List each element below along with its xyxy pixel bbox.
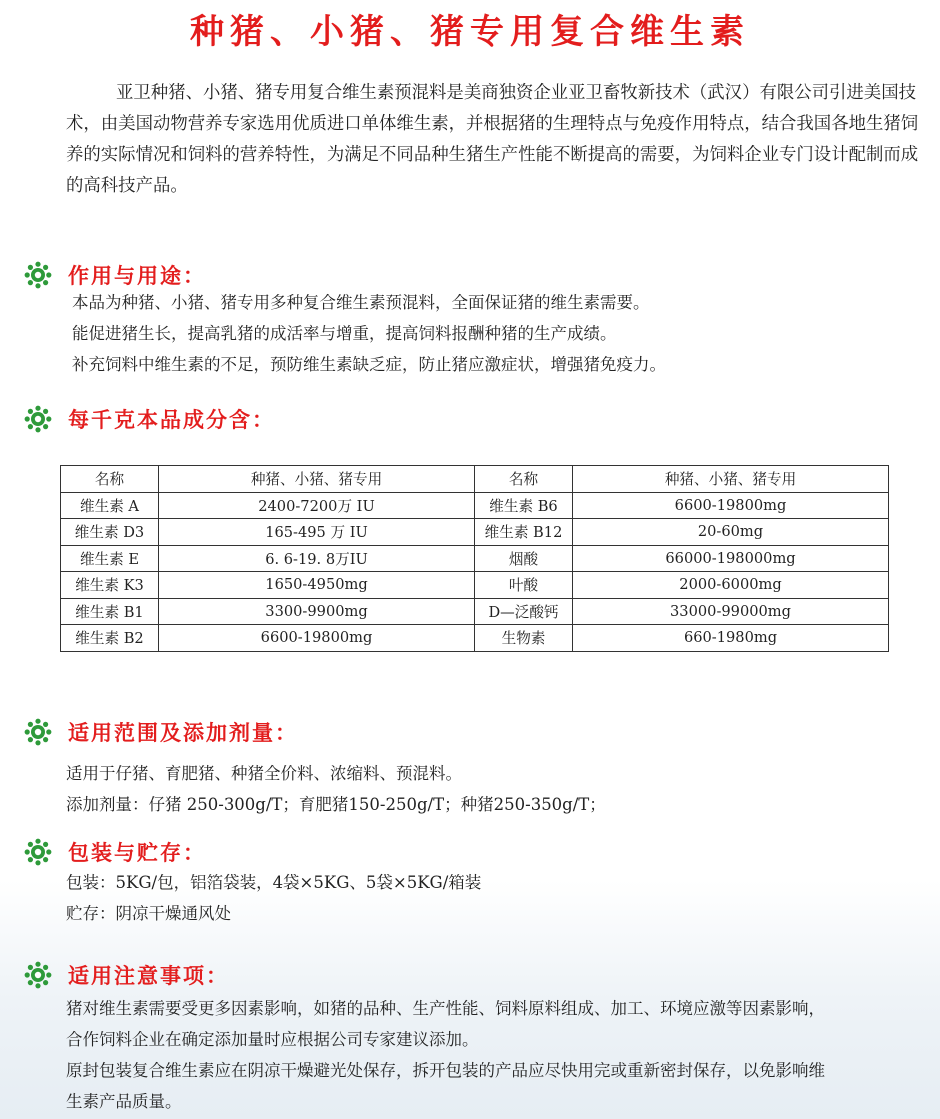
table-cell: 6. 6-19. 8万IU xyxy=(159,545,475,572)
green-flower-bullet-icon xyxy=(24,838,52,866)
table-cell: 66000-198000mg xyxy=(573,545,889,572)
section-heading-composition xyxy=(24,404,275,434)
storage-text xyxy=(66,867,926,929)
page-title: 种猪、小猪、猪专用复合维生素 xyxy=(190,12,750,52)
usage-line: 补充饲料中维生素的不足，预防维生素缺乏症，防止猪应激症状，增强猪免疫力。 xyxy=(72,355,666,374)
table-row xyxy=(61,598,889,625)
column-header: 名称 xyxy=(475,466,573,493)
composition-table xyxy=(60,465,889,652)
notes-text xyxy=(66,993,836,1117)
usage-line: 能促进猪生长，提高乳猪的成活率与增重，提高饲料报酬种猪的生产成绩。 xyxy=(72,324,617,343)
scope-text xyxy=(66,758,926,820)
section-title-composition: 每千克本品成分含： xyxy=(68,408,275,432)
table-cell: 660-1980mg xyxy=(573,625,889,652)
section-heading-usage xyxy=(24,260,206,290)
table-cell: 维生素 B1 xyxy=(61,598,159,625)
section-title-notes: 适用注意事项： xyxy=(68,964,229,988)
table-cell: 33000-99000mg xyxy=(573,598,889,625)
table-cell: 叶酸 xyxy=(475,572,573,599)
section-title-usage: 作用与用途： xyxy=(68,264,206,288)
table-row xyxy=(61,519,889,546)
green-flower-bullet-icon xyxy=(24,961,52,989)
green-flower-bullet-icon xyxy=(24,261,52,289)
table-cell: 烟酸 xyxy=(475,545,573,572)
section-title-scope: 适用范围及添加剂量： xyxy=(68,721,298,745)
table-cell: 1650-4950mg xyxy=(159,572,475,599)
table-cell: 维生素 K3 xyxy=(61,572,159,599)
column-header: 种猪、小猪、猪专用 xyxy=(573,466,889,493)
table-cell: 165-495 万 IU xyxy=(159,519,475,546)
table-cell: 维生素 D3 xyxy=(61,519,159,546)
section-title-storage: 包装与贮存： xyxy=(68,841,206,865)
table-cell: 2000-6000mg xyxy=(573,572,889,599)
table-cell: 2400-7200万 IU xyxy=(159,492,475,519)
notes-paragraph: 猪对维生素需要受更多因素影响，如猪的品种、生产性能、饲料原料组成、加工、环境应激等因素影响，合作饲料企业在确定添加量时应根据公司专家建议添加。 xyxy=(66,999,825,1049)
intro-paragraph: 亚卫种猪、小猪、猪专用复合维生素预混料是美商独资企业亚卫畜牧新技术（武汉）有限公司引进美国技术，由美国动物营养专家选用优质进口单体维生素，并根据猪的生理特点与免疫作用特点，结合我国各地生猪饲养的实际情况和饲料的营养特性，为满足不同品种生猪生产性能不断提高的需要，为饲料企业专门设计配制而成的高科技产品。 xyxy=(66,83,919,196)
storage-line: 包装：5KG/包，铝箔袋装，4袋×5KG、5袋×5KG/箱装 xyxy=(66,873,482,892)
table-cell: D—泛酸钙 xyxy=(475,598,573,625)
table-cell: 生物素 xyxy=(475,625,573,652)
table-cell: 维生素 B2 xyxy=(61,625,159,652)
table-cell: 3300-9900mg xyxy=(159,598,475,625)
section-heading-storage xyxy=(24,837,206,867)
table-cell: 维生素 B12 xyxy=(475,519,573,546)
storage-line: 贮存：阴凉干燥通风处 xyxy=(66,904,231,923)
table-header-row xyxy=(61,466,889,493)
scope-line: 适用于仔猪、育肥猪、种猪全价料、浓缩料、预混料。 xyxy=(66,764,462,783)
table-row xyxy=(61,492,889,519)
column-header: 名称 xyxy=(61,466,159,493)
table-cell: 6600-19800mg xyxy=(159,625,475,652)
green-flower-bullet-icon xyxy=(24,718,52,746)
scope-line: 添加剂量：仔猪 250-300g/T；育肥猪150-250g/T；种猪250-350g/T； xyxy=(66,795,606,814)
notes-paragraph: 原封包装复合维生素应在阴凉干燥避光处保存，拆开包装的产品应尽快用完或重新密封保存，以免影响维生素产品质量。 xyxy=(66,1061,825,1111)
table-row xyxy=(61,572,889,599)
usage-text xyxy=(66,287,926,380)
section-heading-notes xyxy=(24,960,229,990)
table-row xyxy=(61,545,889,572)
usage-line: 本品为种猪、小猪、猪专用多种复合维生素预混料，全面保证猪的维生素需要。 xyxy=(72,293,650,312)
table-cell: 20-60mg xyxy=(573,519,889,546)
table-cell: 维生素 A xyxy=(61,492,159,519)
table-cell: 维生素 B6 xyxy=(475,492,573,519)
section-heading-scope xyxy=(24,717,298,747)
table-row xyxy=(61,625,889,652)
column-header: 种猪、小猪、猪专用 xyxy=(159,466,475,493)
table-cell: 6600-19800mg xyxy=(573,492,889,519)
green-flower-bullet-icon xyxy=(24,405,52,433)
table-cell: 维生素 E xyxy=(61,545,159,572)
